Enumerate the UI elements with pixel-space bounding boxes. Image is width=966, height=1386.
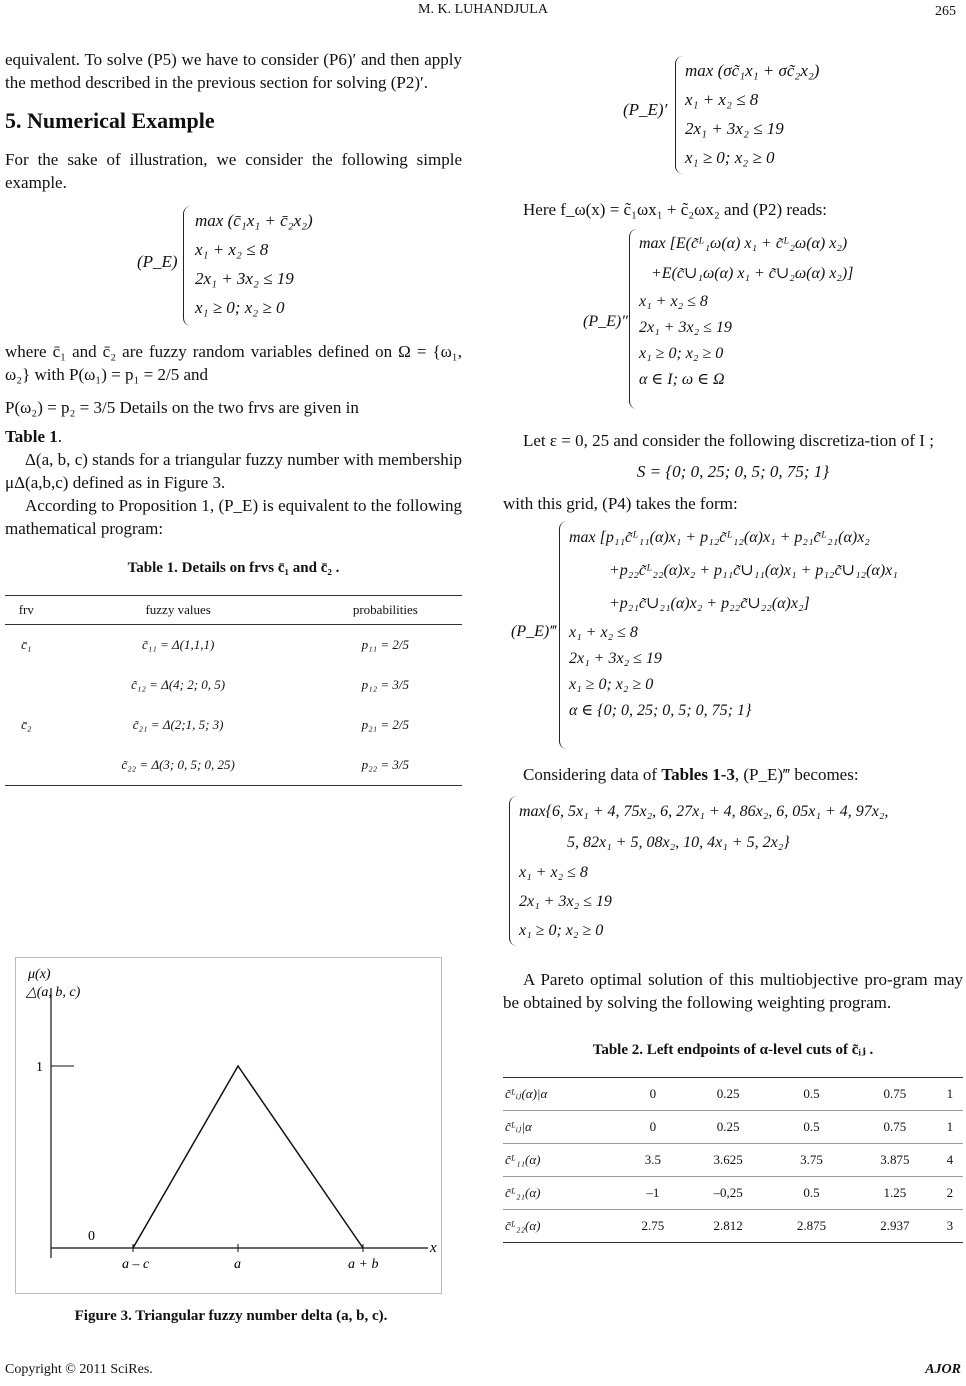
table-cell: 0 xyxy=(619,1111,686,1144)
delta-paragraph: Δ(a, b, c) stands for a triangular fuzzy number with membership μΔ(a,b,c) defined as in Figure 3. xyxy=(5,450,462,492)
equation-line: x₁ ≥ 0; x₂ ≥ 0 xyxy=(639,345,724,362)
system-pe-dprime xyxy=(503,229,963,409)
table-cell: c̃₁₂ = Δ(4; 2; 0, 5) xyxy=(131,677,226,692)
equation-line: 5, 82x₁ + 5, 08x₂, 10, 4x₁ + 5, 2x₂} xyxy=(567,834,790,851)
equation-line: 2x₁ + 3x₂ ≤ 19 xyxy=(685,119,784,138)
section-title: 5. Numerical Example xyxy=(5,108,215,133)
y-value-zero: 0 xyxy=(88,1229,95,1244)
table1-header: frv xyxy=(5,596,48,625)
table-cell: 2.875 xyxy=(770,1210,853,1243)
x-axis-label: x xyxy=(430,1240,437,1256)
table-row xyxy=(503,1210,963,1243)
table-cell: 3.5 xyxy=(619,1144,686,1177)
table2-caption: Table 2. Left endpoints of α-level cuts of c̃ᵢⱼ . xyxy=(592,1042,874,1058)
system-pe-tprime xyxy=(503,521,963,749)
pareto-paragraph: A Pareto optimal solution of this multiobjective pro-gram may be obtained by solving the following weighting program. xyxy=(503,970,963,1012)
figure-caption: Figure 3. Triangular fuzzy number delta (a, b, c). xyxy=(74,1308,388,1324)
table-cell: c̃ᴸᵢⱼ|α xyxy=(503,1111,619,1144)
equation-line: α ∈ {0; 0, 25; 0, 5; 0, 75; 1} xyxy=(569,702,752,719)
table-row xyxy=(5,625,462,666)
system-brace xyxy=(559,521,568,749)
table-cell: 0.5 xyxy=(770,1111,853,1144)
figure-3 xyxy=(15,957,442,1294)
equation-line: +p₂₁c̃∪₂₁(α)x₂ + p₂₂c̃∪₂₂(α)x₂] xyxy=(609,595,810,612)
table-row xyxy=(5,705,462,745)
system-brace xyxy=(675,56,684,174)
table2 xyxy=(503,1077,963,1243)
system-label: (P_E)′ xyxy=(623,100,668,119)
table-cell: –0,25 xyxy=(686,1177,769,1210)
x-tick-label: a xyxy=(234,1257,241,1272)
table-cell: c̄₁ xyxy=(21,637,32,652)
example-paragraph: For the sake of illustration, we consider the following simple example. xyxy=(5,150,462,192)
table-cell: c̃₂₁ = Δ(2;1, 5; 3) xyxy=(132,717,224,732)
table-cell: 2 xyxy=(937,1177,963,1210)
system-final xyxy=(503,796,963,946)
table-cell: 2.75 xyxy=(619,1210,686,1243)
here-paragraph: Here f_ω(x) = c̃₁ωx₁ + c̃₂ωx₂ and (P2) reads: xyxy=(523,200,827,219)
equation-line: x₁ + x₂ ≤ 8 xyxy=(685,90,759,109)
table-cell: 3.75 xyxy=(770,1144,853,1177)
equation-line: α ∈ I; ω ∈ Ω xyxy=(639,371,725,388)
considering-pre: Considering data of xyxy=(523,765,662,784)
table-cell: 2.812 xyxy=(686,1210,769,1243)
table-cell: p₂₂ = 3/5 xyxy=(309,745,462,786)
copyright-footer: Copyright © 2011 SciRes. xyxy=(5,1362,153,1377)
table-cell: 0.75 xyxy=(853,1111,936,1144)
x-tick-label: a – c xyxy=(122,1257,150,1272)
equation-line: 2x₁ + 3x₂ ≤ 19 xyxy=(195,269,294,288)
equation-line: x₁ + x₂ ≤ 8 xyxy=(569,624,638,641)
equation-line: 2x₁ + 3x₂ ≤ 19 xyxy=(519,893,612,910)
system-pe xyxy=(5,206,462,326)
journal-footer: AJOR xyxy=(925,1362,961,1377)
equation-line: x₁ ≥ 0; x₂ ≥ 0 xyxy=(519,922,604,939)
table-cell: 1.25 xyxy=(853,1177,936,1210)
system-label: (P_E)″ xyxy=(583,313,628,330)
system-brace xyxy=(629,229,638,409)
equation-line: x₁ + x₂ ≤ 8 xyxy=(519,864,588,881)
equation-line: max (c̄₁x₁ + c̄₂x₂) xyxy=(195,211,313,230)
triangular-fuzzy-plot xyxy=(16,958,441,1293)
proposition-paragraph: According to Proposition 1, (P_E) is equivalent to the following mathematical program: xyxy=(5,496,462,538)
x-tick-label: a + b xyxy=(348,1257,379,1272)
table-cell: 0 xyxy=(619,1078,686,1111)
considering-paragraph xyxy=(503,763,963,786)
table-cell: 0.25 xyxy=(686,1111,769,1144)
grid-paragraph: with this grid, (P4) takes the form: xyxy=(503,494,738,513)
equation-line: max (σc̃₁x₁ + σc̃₂x₂) xyxy=(685,61,820,80)
table-row xyxy=(503,1177,963,1210)
table-ref: Table 1. xyxy=(5,427,63,446)
table-cell: p₁₁ = 2/5 xyxy=(361,637,410,652)
right-column xyxy=(503,56,963,1243)
equation-line: x₁ + x₂ ≤ 8 xyxy=(639,293,708,310)
table-cell: c̃ᴸ₂₁(α) xyxy=(503,1177,619,1210)
table-cell: 1 xyxy=(937,1078,963,1111)
epsilon-paragraph: Let ε = 0, 25 and consider the following discretiza-tion of I ; xyxy=(523,431,934,450)
considering-post: , (P_E)‴ becomes: xyxy=(734,765,859,784)
equation-line: 2x₁ + 3x₂ ≤ 19 xyxy=(569,650,662,667)
y-value-one: 1 xyxy=(36,1060,43,1075)
equation-line: x₁ ≥ 0; x₂ ≥ 0 xyxy=(195,298,285,317)
table-cell: c̃₂₂ = Δ(3; 0, 5; 0, 25) xyxy=(48,745,309,786)
left-column xyxy=(5,48,462,786)
table-cell: 2.937 xyxy=(853,1210,936,1243)
table-row xyxy=(5,745,462,786)
triangle-membership xyxy=(133,1066,363,1248)
table-cell: 0.5 xyxy=(770,1078,853,1111)
system-brace xyxy=(509,796,518,946)
system-pe-prime xyxy=(503,56,963,174)
system-brace xyxy=(183,206,192,326)
table-cell: 3 xyxy=(937,1210,963,1243)
table-cell: 0.25 xyxy=(686,1078,769,1111)
table-cell: 3.875 xyxy=(853,1144,936,1177)
table-row xyxy=(503,1144,963,1177)
table1-header: probabilities xyxy=(309,596,462,625)
table1 xyxy=(5,595,462,786)
system-label: (P_E)‴ xyxy=(511,623,556,640)
table-cell xyxy=(5,665,48,705)
table-cell: 3.625 xyxy=(686,1144,769,1177)
table1-header: fuzzy values xyxy=(48,596,309,625)
table-cell: 4 xyxy=(937,1144,963,1177)
equation-line: max [E(c̃ᴸ₁ω(α) x₁ + c̃ᴸ₂ω(α) x₂) xyxy=(639,235,848,252)
running-head-author: M. K. LUHANDJULA xyxy=(418,2,548,17)
equation-line: +p₂₂c̃ᴸ₂₂(α)x₂ + p₁₁c̃∪₁₁(α)x₁ + p₁₂c̃∪₁₂(α)x₁ xyxy=(609,562,898,579)
table-cell: p₁₂ = 3/5 xyxy=(361,677,410,692)
table-row xyxy=(5,665,462,705)
table-ref-bold: Table 1 xyxy=(5,427,58,446)
table1-caption: Table 1. Details on frvs c̄₁ and c̄₂ . xyxy=(127,560,340,576)
intro-paragraph: equivalent. To solve (P5) we have to consider (P6)′ and then apply the method described in the previous section for solving (P2)′. xyxy=(5,50,462,92)
table-row xyxy=(503,1078,963,1111)
where-paragraph: where c̄₁ and c̄₂ are fuzzy random variables defined on Ω = {ω₁, ω₂} with P(ω₁) = p₁ = 2/5 and xyxy=(5,342,462,384)
table-cell: c̃ᴸ₁₁(α) xyxy=(503,1144,619,1177)
table-cell xyxy=(5,745,48,786)
table-row xyxy=(503,1111,963,1144)
y-label-mu: μ(x) xyxy=(28,967,51,982)
table-cell: c̃₁₁ = Δ(1,1,1) xyxy=(141,637,215,652)
y-label-delta: △(a, b, c) xyxy=(26,985,81,1000)
table-cell: 0.5 xyxy=(770,1177,853,1210)
equation-line: x₁ + x₂ ≤ 8 xyxy=(195,240,269,259)
table-cell: c̄₂ xyxy=(21,717,32,732)
equation-line: max{6, 5x₁ + 4, 75x₂, 6, 27x₁ + 4, 86x₂, 6, 05x₁ + 4, 97x₂, xyxy=(519,803,889,820)
table-cell: c̃ᴸᵢⱼ(α)|α xyxy=(503,1078,619,1111)
equation-line: max [p₁₁c̃ᴸ₁₁(α)x₁ + p₁₂c̃ᴸ₁₂(α)x₁ + p₂₁c̃ᴸ₂₁(α)x₂ xyxy=(569,529,870,546)
equation-line: +E(c̃∪₁ω(α) x₁ + c̃∪₂ω(α) x₂)] xyxy=(651,265,854,282)
table-cell: p₂₁ = 2/5 xyxy=(361,717,410,732)
equation-line: 2x₁ + 3x₂ ≤ 19 xyxy=(639,319,732,336)
equation-line: x₁ ≥ 0; x₂ ≥ 0 xyxy=(569,676,654,693)
considering-bold: Tables 1-3 xyxy=(661,765,735,784)
page-number: 265 xyxy=(935,4,956,19)
equation-line: x₁ ≥ 0; x₂ ≥ 0 xyxy=(685,148,775,167)
table-cell: –1 xyxy=(619,1177,686,1210)
system-pe-label: (P_E) xyxy=(137,252,178,271)
table-cell: 0.75 xyxy=(853,1078,936,1111)
table-cell: 1 xyxy=(937,1111,963,1144)
probability-paragraph: P(ω₂) = p₂ = 3/5 Details on the two frvs are given in xyxy=(5,398,359,417)
set-s: S = {0; 0, 25; 0, 5; 0, 75; 1} xyxy=(636,462,830,481)
table-cell: c̃ᴸ₂₂(α) xyxy=(503,1210,619,1243)
